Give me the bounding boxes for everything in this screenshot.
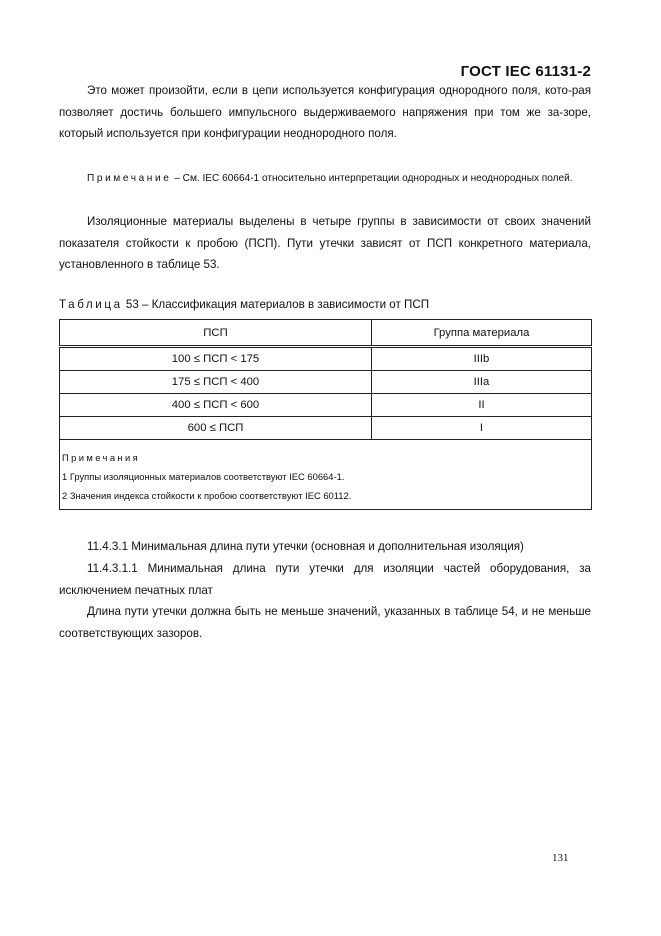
table-cell-psp: 600 ≤ ПСП — [60, 417, 372, 440]
page-number: 131 — [552, 852, 569, 864]
material-classification-table — [59, 319, 592, 510]
table-cell-psp: 175 ≤ ПСП < 400 — [60, 371, 372, 394]
table-row — [60, 371, 592, 394]
section-heading-11-4-3-1: 11.4.3.1 Минимальная длина пути утечки (основная и дополнительная изоляция) — [87, 540, 524, 553]
table-header-row — [60, 320, 592, 347]
table-notes-row — [60, 440, 592, 510]
table-cell-group: IIIb — [372, 347, 592, 371]
table-cell-psp: 100 ≤ ПСП < 175 — [60, 347, 372, 371]
table-caption-text: 53 – Классификация материалов в зависимости от ПСП — [122, 298, 430, 311]
table-row — [60, 417, 592, 440]
table-cell-psp: 400 ≤ ПСП < 600 — [60, 394, 372, 417]
paragraph-uniform-field: Это может произойти, если в цепи используется конфигурация однородного поля, кото-рая позволяет достичь большего импульсного выдерживаемого напряжения при том же за-зоре, который используется при конфигурации неоднородного поля. — [59, 84, 591, 140]
table-header-group: Группа материала — [372, 320, 592, 347]
note-field-interpretation — [59, 168, 591, 189]
table-caption — [59, 298, 429, 311]
paragraph-material-groups: Изоляционные материалы выделены в четыре группы в зависимости от своих значений показателя стойкости к пробою (ПСП). Пути утечки зависят от ПСП конкретного материала, установленного в таблице 53. — [59, 215, 591, 271]
table-notes-title: Примечания — [62, 452, 141, 463]
table-cell-group: I — [372, 417, 592, 440]
note-text: – См. IEC 60664-1 относительно интерпретации однородных и неоднородных полей. — [171, 173, 573, 184]
note-label: Примечание — [87, 173, 172, 184]
table-cell-group: IIIa — [372, 371, 592, 394]
document-code: ГОСТ IEC 61131-2 — [460, 63, 591, 80]
table-row — [60, 347, 592, 371]
table-cell-group: II — [372, 394, 592, 417]
section-heading-11-4-3-1-1: 11.4.3.1.1 Минимальная длина пути утечки для изоляции частей оборудования, за исключением печатных плат — [59, 562, 591, 597]
table-header-psp: ПСП — [60, 320, 372, 347]
table-caption-label: Таблица — [59, 298, 123, 311]
table-notes — [60, 440, 592, 510]
table-note-item: 2 Значения индекса стойкости к пробою соответствуют IEC 60112. — [62, 490, 352, 501]
paragraph-creepage-requirement: Длина пути утечки должна быть не меньше значений, указанных в таблице 54, и не меньше соответствующих зазоров. — [59, 605, 591, 640]
table-row — [60, 394, 592, 417]
table-note-item: 1 Группы изоляционных материалов соответствуют IEC 60664-1. — [62, 471, 345, 482]
